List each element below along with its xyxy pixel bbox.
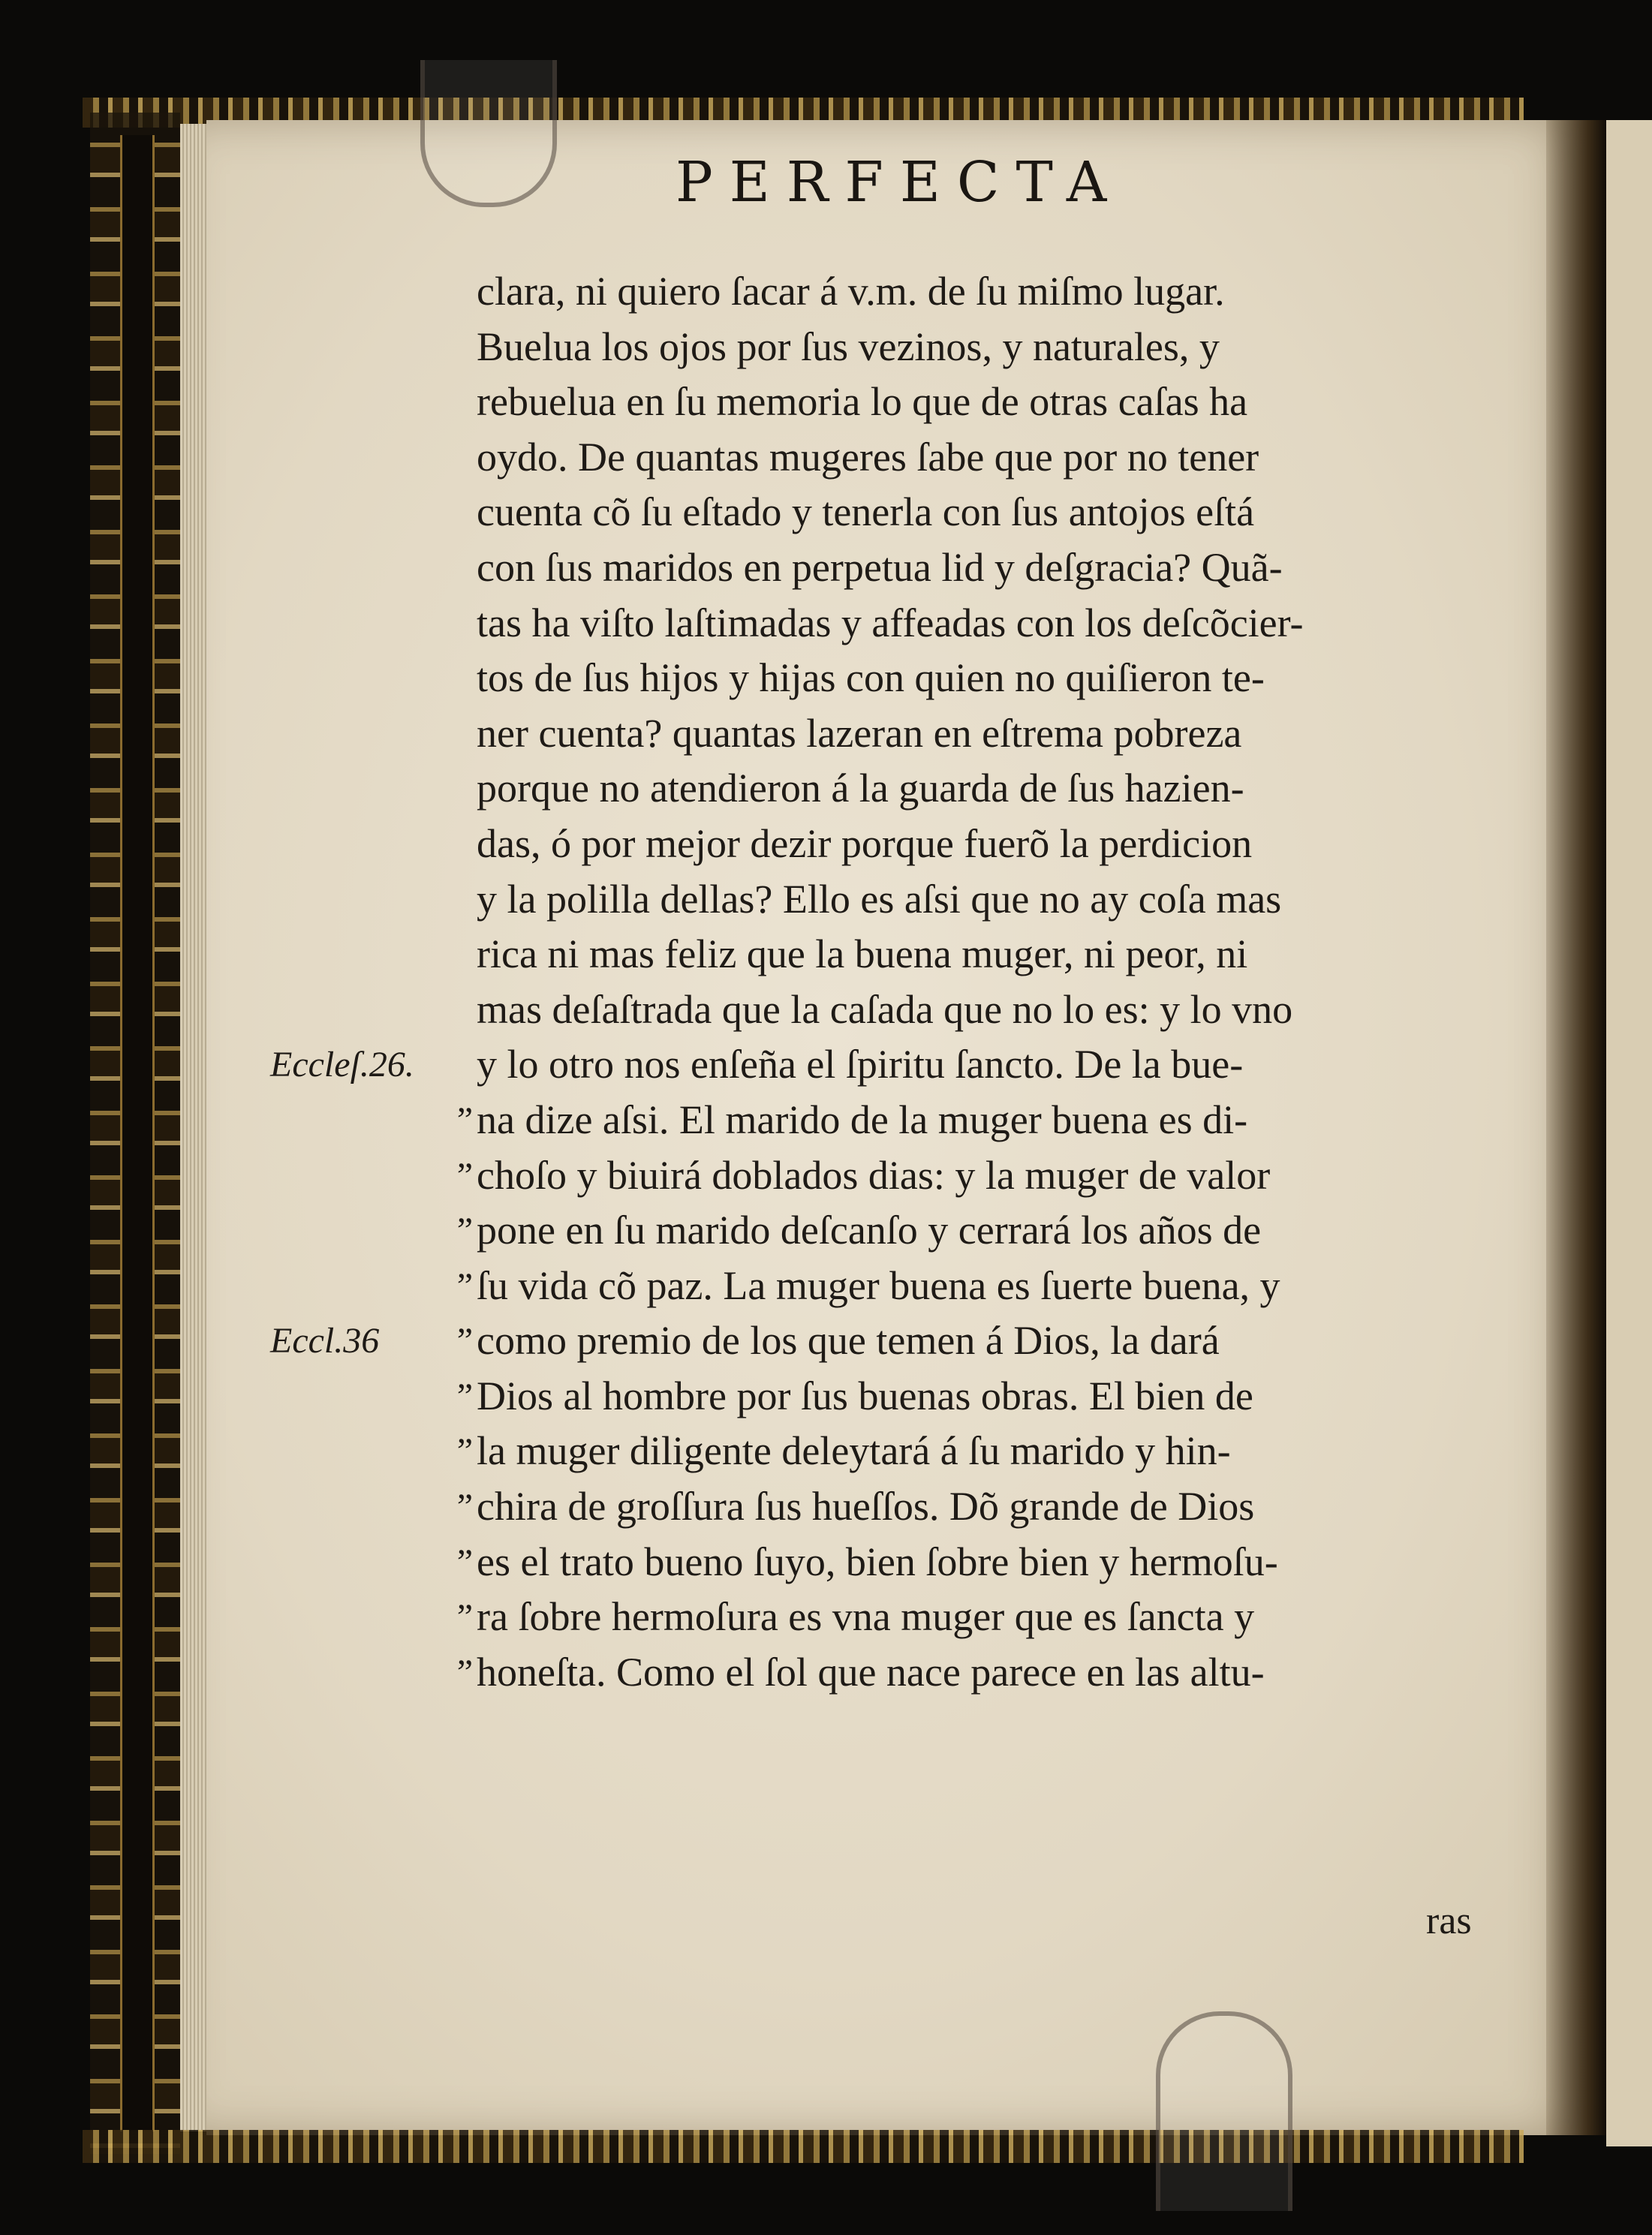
margin-row [270, 264, 473, 320]
text-line: das, ó por mejor dezir porque fuerõ la perdicion [477, 820, 1253, 866]
margin-row [270, 1424, 473, 1479]
page-edges [180, 124, 210, 2131]
margin-row [270, 651, 473, 706]
margin-row [270, 817, 473, 872]
text-line: tas ha viſto laſtimadas y affeadas con los deſcõcier- [477, 600, 1304, 645]
margin-row [270, 982, 473, 1038]
text-block [477, 264, 1527, 1700]
quotation-mark: ” [456, 1542, 473, 1582]
margin-row [270, 1313, 473, 1369]
quotation-mark: ” [456, 1431, 473, 1472]
margin-column [270, 264, 473, 1700]
text-line: y la polilla dellas? Ello es aſsi que no ay coſa mas [477, 876, 1282, 922]
margin-row [270, 1369, 473, 1424]
text-line: honeſta. Como el ſol que nace parece en las altu- [477, 1649, 1265, 1695]
margin-row [270, 1093, 473, 1148]
text-line: es el trato bueno ſuyo, bien ſobre bien y hermoſu- [477, 1539, 1278, 1584]
quotation-mark: ” [456, 1099, 473, 1140]
running-head: PERFECTA [676, 150, 1124, 215]
margin-row [270, 927, 473, 982]
margin-row [270, 706, 473, 762]
text-line: oydo. De quantas mugeres ſabe que por no tener [477, 434, 1259, 480]
margin-row [270, 1479, 473, 1535]
text-line: ra ſobre hermoſura es vna muger que es ſancta y [477, 1594, 1255, 1640]
margin-row [270, 540, 473, 596]
text-line: rebuelua en ſu memoria lo que de otras caſas ha [477, 379, 1248, 425]
margin-row [270, 1535, 473, 1590]
text-line: mas deſaſtrada que la caſada que no lo es: y lo vno [477, 986, 1293, 1032]
margin-row [270, 596, 473, 651]
text-line: chira de groſſura ſus hueſſos. Dõ grande de Dios [477, 1484, 1255, 1530]
margin-row [270, 375, 473, 430]
quotation-mark: ” [456, 1265, 473, 1306]
margin-row [270, 1203, 473, 1259]
margin-row [270, 761, 473, 817]
margin-note: Eccl.36 [270, 1321, 380, 1361]
quotation-mark: ” [456, 1597, 473, 1638]
margin-row [270, 430, 473, 486]
quotation-mark: ” [456, 1376, 473, 1416]
book-gutter [1546, 120, 1606, 2135]
margin-row [270, 872, 473, 928]
quotation-mark: ” [456, 1321, 473, 1361]
catchword: ras [1426, 1900, 1472, 1942]
text-line: como premio de los que temen á Dios, la dará [477, 1318, 1220, 1364]
text-line: Buelua los ojos por ſus vezinos, y naturales, y [477, 323, 1220, 369]
quotation-mark: ” [456, 1487, 473, 1527]
page-clip-bottom [1156, 2011, 1292, 2211]
text-line: con ſus maridos en perpetua lid y deſgracia? Quã- [477, 544, 1283, 590]
margin-row [270, 1590, 473, 1645]
text-line: ner cuenta? quantas lazeran en eſtrema pobreza [477, 710, 1242, 756]
text-line: clara, ni quiero ſacar á v.m. de ſu miſmo lugar. [477, 269, 1225, 314]
text-line: rica ni mas feliz que la buena muger, ni peor, ni [477, 931, 1248, 977]
text-line: ſu vida cõ paz. La muger buena es ſuerte buena, y [477, 1262, 1280, 1308]
gilt-border-left-inner [120, 135, 155, 2131]
quotation-mark: ” [456, 1211, 473, 1251]
margin-row [270, 1148, 473, 1204]
text-line: y lo otro nos enſeña el ſpiritu ſancto. De la bue- [477, 1042, 1244, 1087]
margin-row [270, 320, 473, 375]
gilt-border-bottom [83, 2130, 1524, 2163]
margin-row [270, 1037, 473, 1093]
margin-note: Eccleſ.26. [270, 1045, 414, 1085]
text-line: choſo y biuirá doblados dias: y la muger de valor [477, 1152, 1271, 1198]
text-line: porque no atendieron á la guarda de ſus hazien- [477, 766, 1244, 811]
facing-page-edge [1606, 120, 1652, 2146]
margin-row [270, 1645, 473, 1701]
quotation-mark: ” [456, 1652, 473, 1692]
text-line: cuenta cõ ſu eſtado y tenerla con ſus antojos eſtá [477, 489, 1255, 535]
text-line: la muger diligente deleytará á ſu marido y hin- [477, 1428, 1231, 1474]
text-line: na dize aſsi. El marido de la muger buena es di- [477, 1096, 1248, 1142]
text-line: tos de ſus hijos y hijas con quien no quiſieron te- [477, 655, 1265, 701]
quotation-mark: ” [456, 1155, 473, 1196]
text-line: Dios al hombre por ſus buenas obras. El bien de [477, 1373, 1253, 1418]
text-line: pone en ſu marido deſcanſo y cerrará los años de [477, 1208, 1262, 1253]
margin-row [270, 1259, 473, 1314]
margin-row [270, 485, 473, 540]
page-clip-top [420, 60, 557, 207]
